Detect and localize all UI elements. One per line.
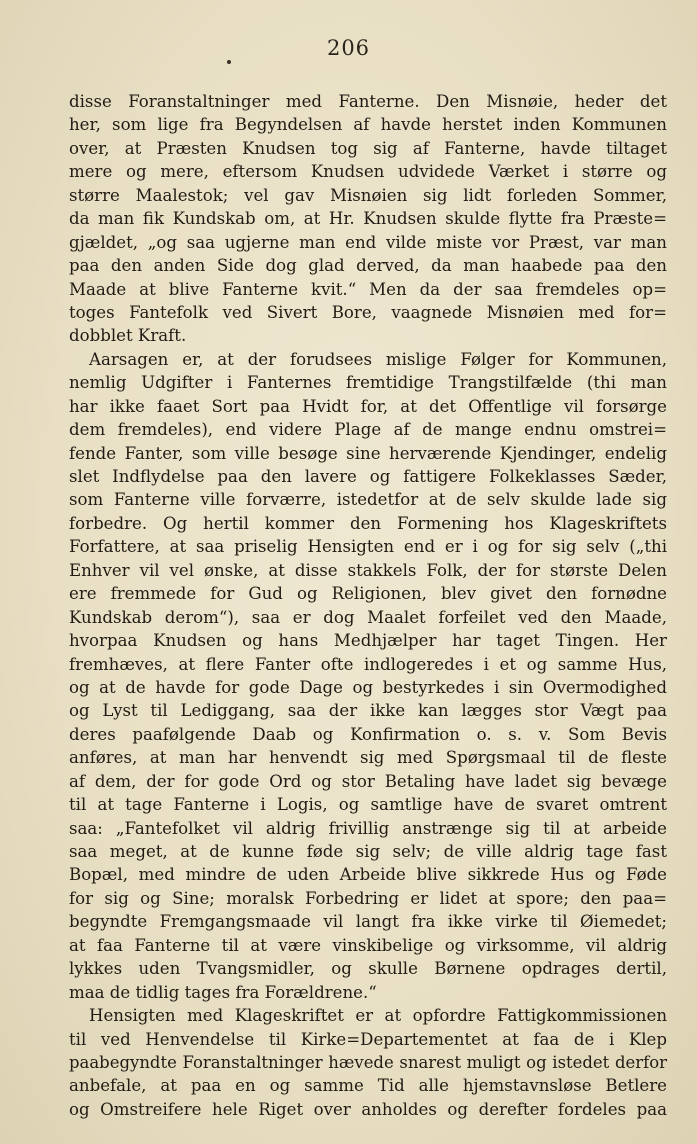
text-line: maa de tidlig tages fra Forældrene.“ [69,982,377,1002]
text-line: at faa Fanterne til at være vinskibelige og virksomme, vil aldrig [69,935,667,955]
text-line: gjældet, „og saa ugjerne man end vilde miste vor Præst, var man [69,232,667,252]
text-line: ere fremmede for Gud og Religionen, blev givet den fornødne [69,584,667,604]
text-line: mere og mere, eftersom Knudsen udvidede Værket i større og [69,162,667,182]
text-line: af dem, der for gode Ord og stor Betaling have ladet sig bevæge [69,771,667,791]
page-number: 206 [326,36,371,60]
text-line: Hensigten med Klageskriftet er at opfordre Fattigkommissionen [89,1006,667,1026]
text-line: slet Indflydelse paa den lavere og fattigere Folkeklasses Sæder, [69,467,667,486]
text-line: for sig og Sine; moralsk Forbedring er lidet at spore; den paa= [69,888,667,908]
text-line: Aarsagen er, at der forudsees mislige Følger for Kommunen, [89,349,667,369]
text-line: fremhæves, at flere Fanter ofte indlogeredes i et og samme Hus, [69,654,667,674]
text-line: disse Foranstaltninger med Fanterne. Den Misnøie, heder det [69,92,667,111]
text-line: hvorpaa Knudsen og hans Medhjælper har taget Tingen. Her [69,631,667,651]
ink-speck [227,60,231,64]
text-line: og at de havde for gode Dage og bestyrkedes i sin Overmodighed [69,677,667,697]
text-line: fende Fanter, som ville besøge sine herværende Kjendinger, endelig [69,443,667,463]
text-line: Enhver vil vel ønske, at disse stakkels Folk, der for største Delen [69,560,667,580]
text-line: saa meget, at de kunne føde sig selv; de ville aldrig tage fast [69,842,667,861]
text-line: Forfattere, at saa priselig Hensigten end er i og for sig selv („thi [69,537,667,557]
text-line: anføres, at man har henvendt sig med Spørgsmaal til de fleste [69,748,667,768]
text-line: har ikke faaet Sort paa Hvidt for, at det Offentlige vil forsørge [69,396,667,416]
text-line: Maade at blive Fanterne kvit.“ Men da der saa fremdeles op= [69,279,667,299]
text-line: Kundskab derom“), saa er dog Maalet forfeilet ved den Maade, [69,607,667,627]
text-line: dobblet Kraft. [69,326,187,346]
text-line: til ved Henvendelse til Kirke=Departementet at faa de i Klep [69,1029,667,1049]
text-line: lykkes uden Tvangsmidler, og skulle Børnene opdrages dertil, [69,959,667,979]
text-line: paa den anden Side dog glad derved, da man haabede paa den [69,256,667,276]
text-line: her, som lige fra Begyndelsen af havde herstet inden Kommunen [69,115,667,135]
text-line: dem fremdeles), end videre Plage af de mange endnu omstrei= [69,420,667,440]
text-line: anbefale, at paa en og samme Tid alle hjemstavnsløse Betlere [69,1076,667,1096]
text-line: som Fanterne ville forværre, istedetfor at de selv skulde lade sig [69,490,667,510]
text-line: toges Fantefolk ved Sivert Bore, vaagnede Misnøien med for= [69,302,667,322]
text-line: og Omstreifere hele Riget over anholdes og derefter fordeles paa [69,1099,667,1119]
text-line: deres paafølgende Daab og Konfirmation o. s. v. Som Bevis [69,724,667,744]
text-line: større Maalestok; vel gav Misnøien sig lidt forleden Sommer, [69,185,667,205]
text-line: begyndte Fremgangsmaade vil langt fra ikke virke til Øiemedet; [69,912,667,932]
text-line: forbedre. Og hertil kommer den Formening hos Klageskriftets [69,513,667,533]
body-text [69,90,667,1121]
text-line: over, at Præsten Knudsen tog sig af Fanterne, havde tiltaget [69,138,667,158]
text-line: til at tage Fanterne i Logis, og samtlige have de svaret omtrent [69,795,667,815]
text-line: saa: „Fantefolket vil aldrig frivillig anstrænge sig til at arbeide [69,818,667,838]
text-line: Bopæl, med mindre de uden Arbeide blive sikkrede Hus og Føde [69,865,667,885]
text-line: da man fik Kundskab om, at Hr. Knudsen skulde flytte fra Præste= [69,209,667,229]
text-line: nemlig Udgifter i Fanternes fremtidige Trangstilfælde (thi man [69,373,667,393]
text-line: og Lyst til Lediggang, saa der ikke kan lægges stor Vægt paa [69,701,667,721]
text-line: paabegyndte Foranstaltninger hævede snarest muligt og istedet derfor [69,1052,667,1072]
